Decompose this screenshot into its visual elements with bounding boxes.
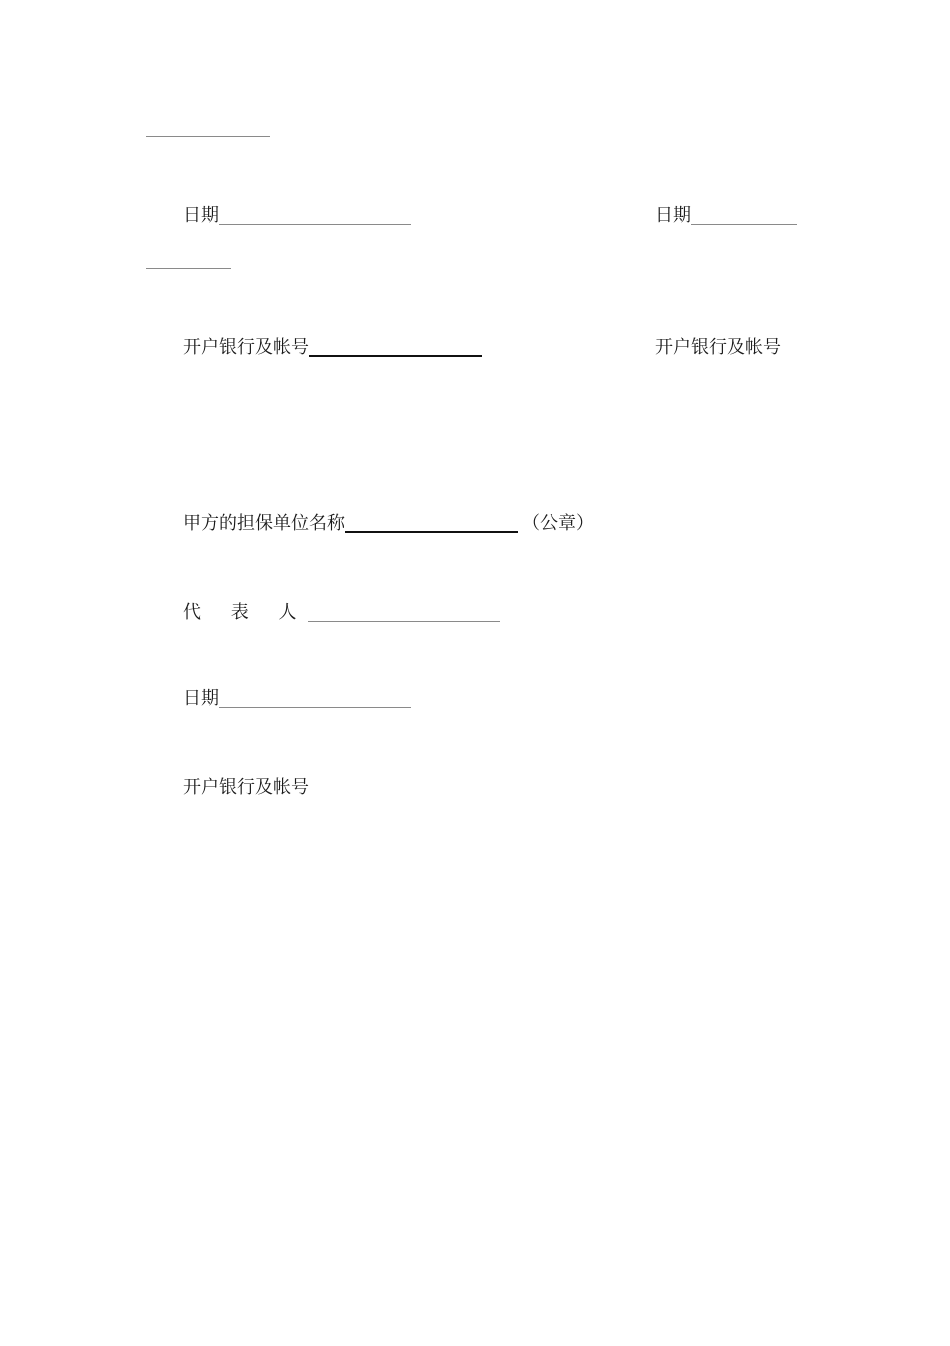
party-b-date-label: 日期 [655,205,691,226]
party-a-bank-field [183,337,482,359]
representative-field [183,602,500,624]
party-b-date-blank[interactable] [691,224,797,225]
guarantor-name-label: 甲方的担保单位名称 [183,513,345,534]
guarantor-name-field [183,513,594,535]
representative-label: 代 表 人 [183,602,309,623]
party-b-date-field [655,205,797,227]
seal-note: （公章） [522,513,594,534]
party-a-date-blank[interactable] [219,224,411,225]
representative-blank[interactable] [308,621,500,622]
party-a-bank-label: 开户银行及帐号 [183,337,309,358]
party-a-date-field [183,205,411,227]
party-b-bank-label: 开户银行及帐号 [655,337,781,358]
party-b-date-blank-continued [146,268,231,269]
guarantor-name-blank[interactable] [345,531,518,533]
guarantor-bank-label: 开户银行及帐号 [183,777,309,798]
party-a-date-label: 日期 [183,205,219,226]
continuation-underline-top [146,136,270,137]
party-a-bank-blank[interactable] [309,355,482,357]
guarantor-date-field [183,688,411,710]
guarantor-date-label: 日期 [183,688,219,709]
guarantor-date-blank[interactable] [219,707,411,708]
